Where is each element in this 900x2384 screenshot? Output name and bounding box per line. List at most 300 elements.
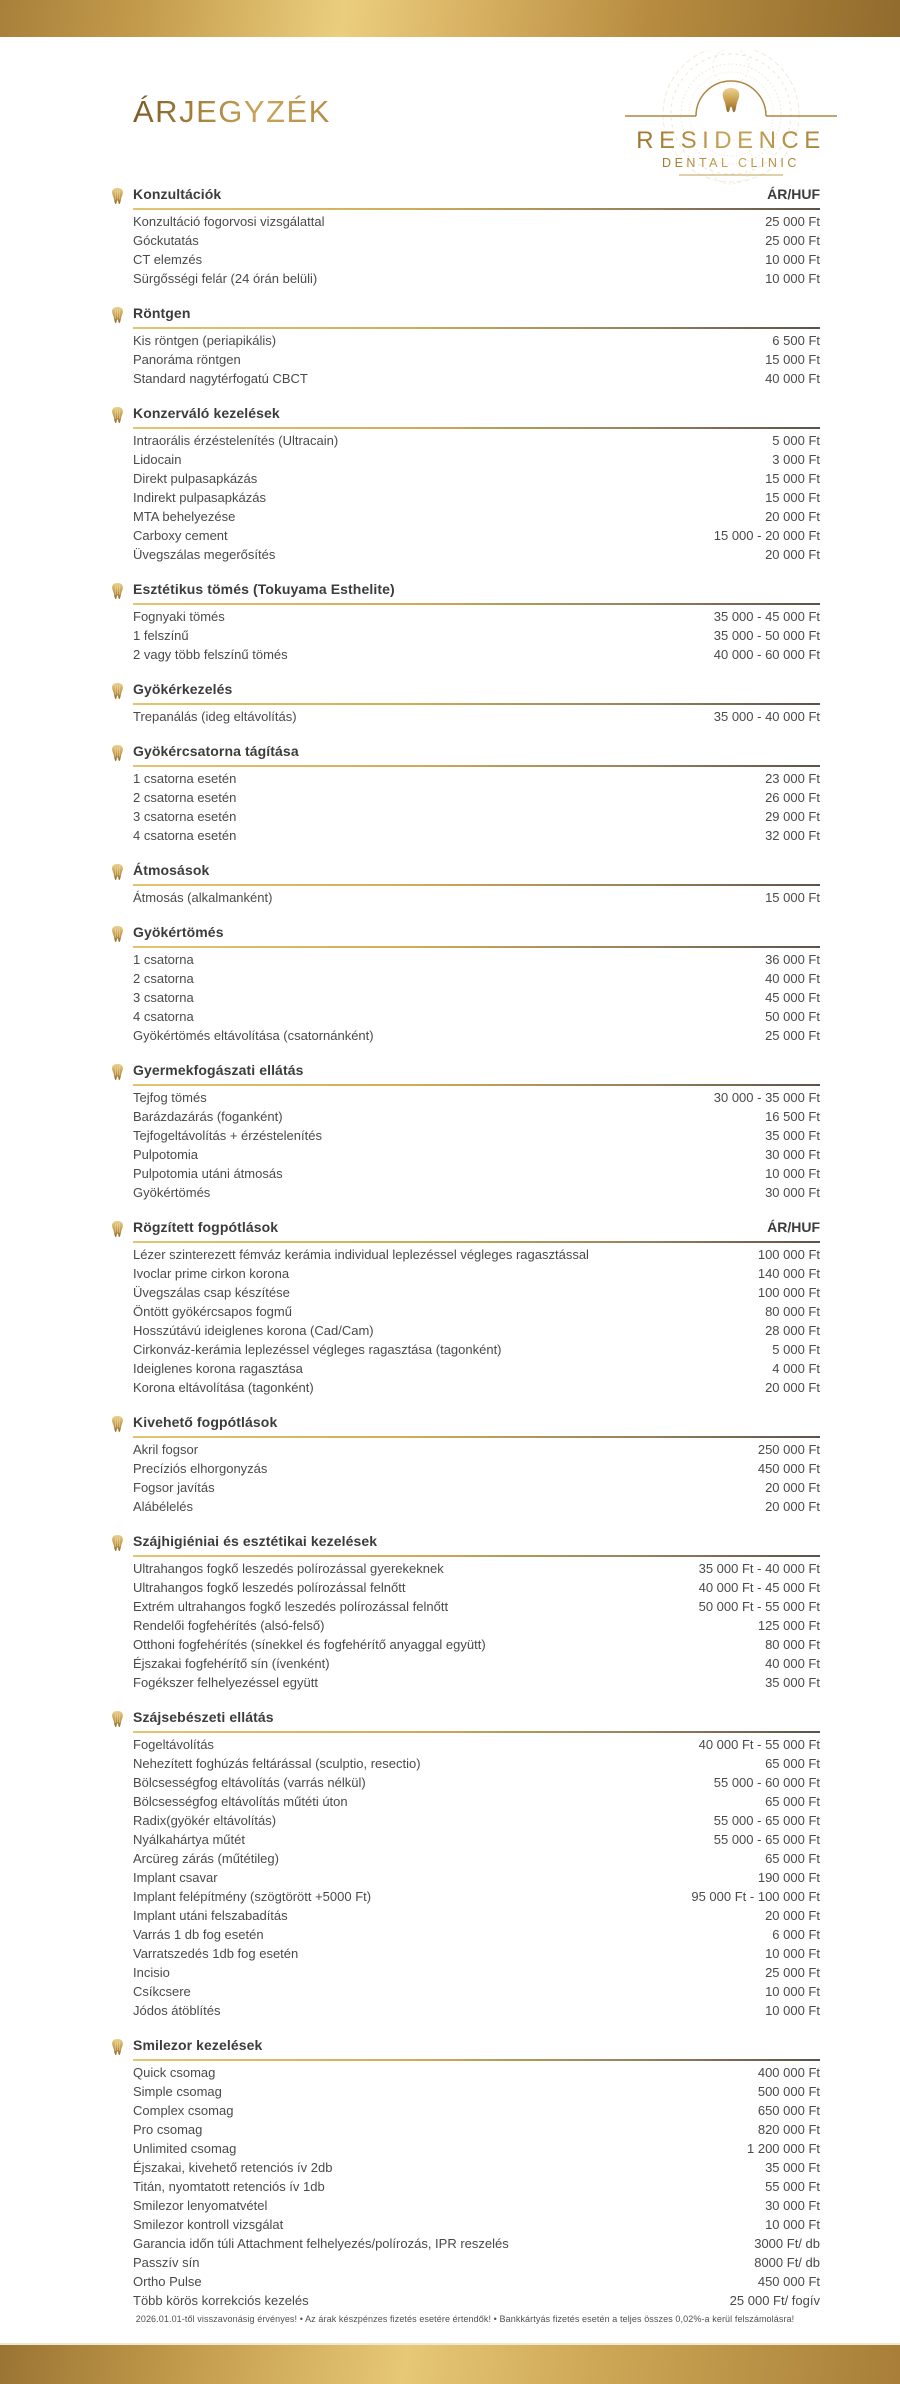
price-row: [133, 1088, 820, 1107]
service-label: Ortho Pulse: [133, 2274, 202, 2289]
section-underline: [133, 1436, 820, 1438]
tooth-icon: [110, 406, 125, 424]
service-price: 55 000 - 60 000 Ft: [713, 1775, 820, 1790]
service-label: Garancia időn túli Attachment felhelyezés/polírozás, IPR reszelés: [133, 2236, 509, 2251]
section-rows: [110, 950, 820, 1045]
price-row: [133, 1340, 820, 1359]
service-label: Smilezor lenyomatvétel: [133, 2198, 268, 2213]
service-label: Akril fogsor: [133, 1442, 199, 1457]
service-price: 80 000 Ft: [765, 1304, 820, 1319]
price-row: [133, 1963, 820, 1982]
service-label: Ultrahangos fogkő leszedés polírozással felnőtt: [133, 1580, 406, 1595]
service-price: 80 000 Ft: [765, 1637, 820, 1652]
price-section: [110, 1709, 820, 2020]
service-label: Ultrahangos fogkő leszedés polírozással gyerekeknek: [133, 1561, 444, 1576]
service-price: 23 000 Ft: [765, 771, 820, 786]
section-underline: [133, 1731, 820, 1733]
service-price: 40 000 Ft: [765, 371, 820, 386]
service-label: Gyökértömés eltávolítása (csatornánként): [133, 1028, 374, 1043]
service-price: 100 000 Ft: [757, 1247, 820, 1262]
price-row: [133, 2215, 820, 2234]
price-row: [133, 1007, 820, 1026]
service-price: 25 000 Ft: [765, 1965, 820, 1980]
price-row: [133, 1944, 820, 1963]
price-row: [133, 1773, 820, 1792]
service-price: 25 000 Ft: [765, 214, 820, 229]
service-price: 15 000 Ft: [765, 890, 820, 905]
service-price: 35 000 - 50 000 Ft: [713, 628, 820, 643]
service-label: Smilezor kontroll vizsgálat: [133, 2217, 284, 2232]
service-price: 820 000 Ft: [757, 2122, 820, 2137]
section-rows: [110, 707, 820, 726]
price-row: [133, 350, 820, 369]
service-label: Alábélelés: [133, 1499, 193, 1514]
service-label: Otthoni fogfehérítés (sínekkel és fogfehérítő anyaggal együtt): [133, 1637, 486, 1652]
service-label: Nehezített foghúzás feltárással (sculptio, resectio): [133, 1756, 421, 1771]
service-price: 35 000 Ft: [765, 2160, 820, 2175]
service-price: 10 000 Ft: [765, 2217, 820, 2232]
price-section: [110, 2037, 820, 2310]
section-title: Átmosások: [133, 862, 210, 878]
price-row: [133, 2253, 820, 2272]
service-label: Góckutatás: [133, 233, 199, 248]
service-label: Quick csomag: [133, 2065, 216, 2080]
service-label: 3 csatorna esetén: [133, 809, 237, 824]
service-label: Pulpotomia: [133, 1147, 199, 1162]
service-price: 35 000 - 45 000 Ft: [713, 609, 820, 624]
price-section: [110, 1062, 820, 1202]
service-label: Carboxy cement: [133, 528, 228, 543]
section-header: [110, 862, 820, 882]
price-row: [133, 250, 820, 269]
service-price: 5 000 Ft: [772, 433, 820, 448]
price-row: [133, 2139, 820, 2158]
section-underline: [133, 427, 820, 429]
price-column-header: ÁR/HUF: [767, 186, 820, 202]
section-header: [110, 1709, 820, 1729]
service-label: 2 csatorna: [133, 971, 194, 986]
price-row: [133, 1497, 820, 1516]
service-price: 400 000 Ft: [757, 2065, 820, 2080]
price-row: [133, 1754, 820, 1773]
section-title: Gyökércsatorna tágítása: [133, 743, 299, 759]
service-label: Rendelői fogfehérítés (alsó-felső): [133, 1618, 325, 1633]
service-label: Üvegszálas csap készítése: [133, 1285, 290, 1300]
section-header: [110, 743, 820, 763]
page-title: ÁRJEGYZÉK: [133, 94, 331, 129]
price-row: [133, 1283, 820, 1302]
service-label: 2 csatorna esetén: [133, 790, 237, 805]
price-row: [133, 888, 820, 907]
tooth-icon: [110, 744, 125, 762]
price-column-header: ÁR/HUF: [767, 1219, 820, 1235]
service-label: Fognyaki tömés: [133, 609, 225, 624]
service-label: Kis röntgen (periapikális): [133, 333, 277, 348]
service-label: Standard nagytérfogatú CBCT: [133, 371, 308, 386]
price-row: [133, 1359, 820, 1378]
section-underline: [133, 603, 820, 605]
service-price: 8000 Ft/ db: [754, 2255, 820, 2270]
price-row: [133, 707, 820, 726]
price-row: [133, 2101, 820, 2120]
section-title: Szájsebészeti ellátás: [133, 1709, 274, 1725]
price-row: [133, 1459, 820, 1478]
service-price: 50 000 Ft: [765, 1009, 820, 1024]
tooth-icon: [110, 1534, 125, 1552]
price-row: [133, 788, 820, 807]
service-price: 3 000 Ft: [772, 452, 820, 467]
service-price: 10 000 Ft: [765, 1166, 820, 1181]
service-price: 26 000 Ft: [765, 790, 820, 805]
price-row: [133, 2272, 820, 2291]
service-price: 16 500 Ft: [765, 1109, 820, 1124]
section-header: [110, 405, 820, 425]
service-label: Fogeltávolítás: [133, 1737, 214, 1752]
price-row: [133, 526, 820, 545]
section-title: Gyökértömés: [133, 924, 224, 940]
price-row: [133, 2063, 820, 2082]
clinic-logo-graphic: [617, 50, 845, 192]
service-price: 25 000 Ft: [765, 233, 820, 248]
section-header: [110, 1414, 820, 1434]
service-label: 4 csatorna esetén: [133, 828, 237, 843]
service-label: Simple csomag: [133, 2084, 222, 2099]
price-row: [133, 2082, 820, 2101]
service-price: 6 500 Ft: [772, 333, 820, 348]
service-label: Radix(gyökér eltávolítás): [133, 1813, 277, 1828]
tooth-icon: [110, 682, 125, 700]
service-price: 15 000 Ft: [765, 490, 820, 505]
service-price: 450 000 Ft: [757, 1461, 820, 1476]
service-price: 4 000 Ft: [772, 1361, 820, 1376]
service-label: Trepanálás (ideg eltávolítás): [133, 709, 297, 724]
price-row: [133, 212, 820, 231]
service-label: MTA behelyezése: [133, 509, 236, 524]
price-row: [133, 988, 820, 1007]
service-label: Bölcsességfog eltávolítás (varrás nélkül): [133, 1775, 366, 1790]
price-row: [133, 231, 820, 250]
service-price: 55 000 - 65 000 Ft: [713, 1813, 820, 1828]
clinic-logo: [617, 50, 845, 192]
price-row: [133, 369, 820, 388]
service-price: 650 000 Ft: [757, 2103, 820, 2118]
section-rows: [110, 1440, 820, 1516]
service-label: Arcüreg zárás (műtétileg): [133, 1851, 279, 1866]
service-price: 35 000 Ft - 40 000 Ft: [698, 1561, 820, 1576]
service-label: 1 felszínű: [133, 628, 189, 643]
service-label: Korona eltávolítása (tagonként): [133, 1380, 314, 1395]
price-row: [133, 2001, 820, 2020]
service-price: 15 000 Ft: [765, 471, 820, 486]
price-section: [110, 186, 820, 288]
price-row: [133, 1982, 820, 2001]
section-underline: [133, 703, 820, 705]
price-row: [133, 1578, 820, 1597]
tooth-icon: [110, 2038, 125, 2056]
section-underline: [133, 327, 820, 329]
service-price: 20 000 Ft: [765, 509, 820, 524]
service-price: 30 000 - 35 000 Ft: [713, 1090, 820, 1105]
price-section: [110, 581, 820, 664]
section-title: Esztétikus tömés (Tokuyama Esthelite): [133, 581, 395, 597]
service-label: Hosszútávú ideiglenes korona (Cad/Cam): [133, 1323, 374, 1338]
price-row: [133, 950, 820, 969]
tooth-icon: [110, 863, 125, 881]
service-label: 4 csatorna: [133, 1009, 194, 1024]
price-row: [133, 1245, 820, 1264]
service-price: 6 000 Ft: [772, 1927, 820, 1942]
service-price: 100 000 Ft: [757, 1285, 820, 1300]
price-row: [133, 626, 820, 645]
service-price: 25 000 Ft/ fogív: [729, 2293, 820, 2308]
service-label: Sürgősségi felár (24 órán belüli): [133, 271, 318, 286]
price-row: [133, 331, 820, 350]
service-price: 30 000 Ft: [765, 2198, 820, 2213]
service-price: 20 000 Ft: [765, 1480, 820, 1495]
tooth-icon: [110, 306, 125, 324]
price-section: [110, 681, 820, 726]
price-row: [133, 1887, 820, 1906]
price-row: [133, 1321, 820, 1340]
price-row: [133, 969, 820, 988]
service-label: Éjszakai fogfehérítő sín (ívenként): [133, 1656, 330, 1671]
service-label: 3 csatorna: [133, 990, 194, 1005]
price-row: [133, 545, 820, 564]
price-row: [133, 1126, 820, 1145]
service-label: Éjszakai, kivehető retenciós ív 2db: [133, 2160, 333, 2175]
tooth-icon: [110, 187, 125, 205]
service-label: Öntött gyökércsapos fogmű: [133, 1304, 292, 1319]
price-row: [133, 1906, 820, 1925]
price-section: [110, 405, 820, 564]
price-row: [133, 826, 820, 845]
service-price: 40 000 Ft: [765, 1656, 820, 1671]
service-price: 15 000 Ft: [765, 352, 820, 367]
price-row: [133, 1378, 820, 1397]
service-label: Barázdazárás (foganként): [133, 1109, 283, 1124]
service-label: Gyökértömés: [133, 1185, 211, 1200]
service-label: Fogsor javítás: [133, 1480, 215, 1495]
price-section: [110, 1219, 820, 1397]
price-row: [133, 1616, 820, 1635]
service-price: 10 000 Ft: [765, 2003, 820, 2018]
service-label: Tejfogeltávolítás + érzéstelenítés: [133, 1128, 322, 1143]
price-row: [133, 2291, 820, 2310]
price-row: [133, 1849, 820, 1868]
section-underline: [133, 1555, 820, 1557]
price-section: [110, 743, 820, 845]
service-label: Pulpotomia utáni átmosás: [133, 1166, 283, 1181]
section-rows: [110, 888, 820, 907]
service-label: Konzultáció fogorvosi vizsgálattal: [133, 214, 325, 229]
service-label: Direkt pulpasapkázás: [133, 471, 258, 486]
section-rows: [110, 331, 820, 388]
price-row: [133, 1673, 820, 1692]
tooth-icon: [110, 582, 125, 600]
price-row: [133, 1302, 820, 1321]
section-rows: [110, 1735, 820, 2020]
section-underline: [133, 765, 820, 767]
service-label: Implant utáni felszabadítás: [133, 1908, 288, 1923]
section-title: Gyökérkezelés: [133, 681, 233, 697]
service-price: 95 000 Ft - 100 000 Ft: [691, 1889, 820, 1904]
price-section: [110, 1414, 820, 1516]
service-label: Complex csomag: [133, 2103, 234, 2118]
service-label: Implant csavar: [133, 1870, 218, 1885]
price-row: [133, 645, 820, 664]
service-price: 35 000 - 40 000 Ft: [713, 709, 820, 724]
tooth-icon: [110, 1710, 125, 1728]
price-sections: [110, 186, 820, 2327]
section-rows: [110, 1559, 820, 1692]
service-label: Tejfog tömés: [133, 1090, 207, 1105]
service-label: Átmosás (alkalmanként): [133, 890, 273, 905]
service-price: 10 000 Ft: [765, 271, 820, 286]
price-row: [133, 1183, 820, 1202]
service-price: 20 000 Ft: [765, 1908, 820, 1923]
price-row: [133, 769, 820, 788]
price-row: [133, 1735, 820, 1754]
price-section: [110, 305, 820, 388]
service-price: 65 000 Ft: [765, 1851, 820, 1866]
service-label: Intraorális érzéstelenítés (Ultracain): [133, 433, 339, 448]
service-price: 55 000 Ft: [765, 2179, 820, 2194]
service-price: 450 000 Ft: [757, 2274, 820, 2289]
service-price: 5 000 Ft: [772, 1342, 820, 1357]
price-row: [133, 1440, 820, 1459]
service-price: 10 000 Ft: [765, 1946, 820, 1961]
service-label: Pro csomag: [133, 2122, 203, 2137]
service-price: 140 000 Ft: [757, 1266, 820, 1281]
tooth-icon: [723, 88, 740, 112]
section-header: [110, 681, 820, 701]
service-label: Jódos átöblítés: [133, 2003, 221, 2018]
service-label: Unlimited csomag: [133, 2141, 237, 2156]
service-price: 190 000 Ft: [757, 1870, 820, 1885]
section-rows: [110, 2063, 820, 2310]
price-row: [133, 469, 820, 488]
service-label: Lézer szinterezett fémváz kerámia individual leplezéssel végleges ragasztással: [133, 1247, 589, 1262]
service-label: Ideiglenes korona ragasztása: [133, 1361, 303, 1376]
price-row: [133, 507, 820, 526]
service-label: Több körös korrekciós kezelés: [133, 2293, 309, 2308]
service-label: Extrém ultrahangos fogkő leszedés polírozással felnőtt: [133, 1599, 449, 1614]
section-header: [110, 924, 820, 944]
service-label: Üvegszálas megerősítés: [133, 547, 276, 562]
section-underline: [133, 1241, 820, 1243]
bottom-gold-band: [0, 2343, 900, 2384]
service-label: Passzív sín: [133, 2255, 200, 2270]
service-price: 40 000 Ft: [765, 971, 820, 986]
service-label: Lidocain: [133, 452, 182, 467]
section-underline: [133, 884, 820, 886]
price-row: [133, 1597, 820, 1616]
price-section: [110, 924, 820, 1045]
service-label: Implant felépítmény (szögtörött +5000 Ft): [133, 1889, 372, 1904]
service-label: CT elemzés: [133, 252, 203, 267]
service-price: 65 000 Ft: [765, 1756, 820, 1771]
logo-subtitle: DENTAL CLINIC: [662, 156, 800, 170]
service-label: Fogékszer felhelyezéssel együtt: [133, 1675, 318, 1690]
service-price: 28 000 Ft: [765, 1323, 820, 1338]
price-row: [133, 1868, 820, 1887]
price-row: [133, 1811, 820, 1830]
section-rows: [110, 607, 820, 664]
section-underline: [133, 208, 820, 210]
section-header: [110, 581, 820, 601]
price-row: [133, 1026, 820, 1045]
price-row: [133, 1478, 820, 1497]
section-title: Rögzített fogpótlások: [133, 1219, 279, 1235]
section-underline: [133, 946, 820, 948]
service-price: 20 000 Ft: [765, 1380, 820, 1395]
section-title: Gyermekfogászati ellátás: [133, 1062, 304, 1078]
service-price: 30 000 Ft: [765, 1185, 820, 1200]
section-header: [110, 1219, 820, 1239]
price-row: [133, 607, 820, 626]
service-price: 10 000 Ft: [765, 252, 820, 267]
price-row: [133, 1145, 820, 1164]
service-label: Titán, nyomtatott retenciós ív 1db: [133, 2179, 325, 2194]
service-label: Precíziós elhorgonyzás: [133, 1461, 268, 1476]
service-price: 3000 Ft/ db: [754, 2236, 820, 2251]
service-label: Bölcsességfog eltávolítás műtéti úton: [133, 1794, 348, 1809]
price-row: [133, 807, 820, 826]
section-header: [110, 186, 820, 206]
price-row: [133, 2196, 820, 2215]
section-title: Smilezor kezelések: [133, 2037, 263, 2053]
service-label: Varrás 1 db fog esetén: [133, 1927, 264, 1942]
price-section: [110, 862, 820, 907]
section-title: Kivehető fogpótlások: [133, 1414, 278, 1430]
service-price: 25 000 Ft: [765, 1028, 820, 1043]
price-row: [133, 1925, 820, 1944]
service-label: Ivoclar prime cirkon korona: [133, 1266, 290, 1281]
top-gold-band: [0, 0, 900, 37]
service-price: 125 000 Ft: [757, 1618, 820, 1633]
service-label: Indirekt pulpasapkázás: [133, 490, 266, 505]
service-label: Nyálkahártya műtét: [133, 1832, 245, 1847]
service-price: 55 000 - 65 000 Ft: [713, 1832, 820, 1847]
price-row: [133, 269, 820, 288]
price-row: [133, 488, 820, 507]
service-price: 15 000 - 20 000 Ft: [713, 528, 820, 543]
section-rows: [110, 1245, 820, 1397]
section-header: [110, 2037, 820, 2057]
price-row: [133, 1107, 820, 1126]
service-price: 10 000 Ft: [765, 1984, 820, 1999]
price-row: [133, 1830, 820, 1849]
service-price: 20 000 Ft: [765, 547, 820, 562]
section-rows: [110, 212, 820, 288]
section-header: [110, 1062, 820, 1082]
price-row: [133, 1559, 820, 1578]
section-underline: [133, 1084, 820, 1086]
service-price: 40 000 Ft - 55 000 Ft: [698, 1737, 820, 1752]
section-title: Röntgen: [133, 305, 191, 321]
service-label: Cirkonváz-kerámia leplezéssel végleges ragasztása (tagonként): [133, 1342, 502, 1357]
service-label: Varratszedés 1db fog esetén: [133, 1946, 299, 1961]
service-price: 65 000 Ft: [765, 1794, 820, 1809]
service-label: Incisio: [133, 1965, 170, 1980]
tooth-icon: [110, 1063, 125, 1081]
price-row: [133, 1164, 820, 1183]
price-row: [133, 2177, 820, 2196]
service-price: 500 000 Ft: [757, 2084, 820, 2099]
service-label: Panoráma röntgen: [133, 352, 241, 367]
section-title: Konzultációk: [133, 186, 222, 202]
service-price: 32 000 Ft: [765, 828, 820, 843]
